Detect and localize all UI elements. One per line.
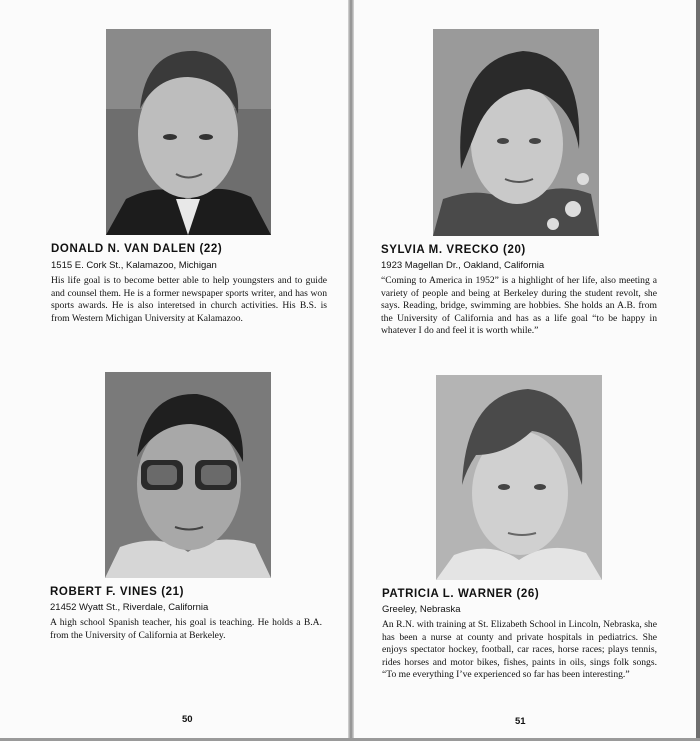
page-number: 51	[515, 716, 526, 727]
book-gutter	[348, 0, 354, 741]
portrait-photo	[105, 372, 271, 578]
person-name: PATRICIA L. WARNER (26)	[382, 588, 540, 600]
person-address: 1515 E. Cork St., Kalamazoo, Michigan	[51, 260, 217, 271]
person-address: 1923 Magellan Dr., Oakland, California	[381, 260, 545, 271]
person-address: 21452 Wyatt St., Riverdale, California	[50, 602, 209, 613]
person-bio: His life goal is to become better able to help youngsters and to guide and counsel them. He is a former newspaper sports writer, and has won sports awards. He is also interetsed in church activities. His B.S. is from Western Michigan University at Kalamazoo.	[51, 275, 327, 324]
portrait-photo	[106, 29, 271, 235]
person-bio: An R.N. with training at St. Elizabeth School in Lincoln, Nebraska, she has been a nurse at county and private hospitals in pediatrics. She enjoys spectator hockey, football, car races, horse races; plays tennis, rides horses and motor bikes, fishes, paints in oils, sings folk songs. “To me everything I’ve experienced so far has been interesting.”	[382, 619, 657, 681]
portrait-photo	[436, 375, 602, 580]
person-name: DONALD N. VAN DALEN (22)	[51, 243, 223, 255]
person-name: SYLVIA M. VRECKO (20)	[381, 244, 526, 256]
page-edge	[696, 0, 700, 741]
person-address: Greeley, Nebraska	[382, 604, 461, 615]
portrait-photo	[433, 29, 599, 236]
person-bio: A high school Spanish teacher, his goal is teaching. He holds a B.A. from the University of California at Berkeley.	[50, 617, 322, 641]
page-number: 50	[182, 714, 193, 725]
person-name: ROBERT F. VINES (21)	[50, 586, 185, 598]
right-page	[351, 0, 700, 741]
person-bio: “Coming to America in 1952” is a highlight of her life, also meeting a variety of people and being at Berkeley during the student revolt, she says. Reading, bridge, swimming are hobbies. She holds an A.B. from the University of California and has as a life goal “to be happy in whatever I do and feel it is worth while.”	[381, 275, 657, 337]
